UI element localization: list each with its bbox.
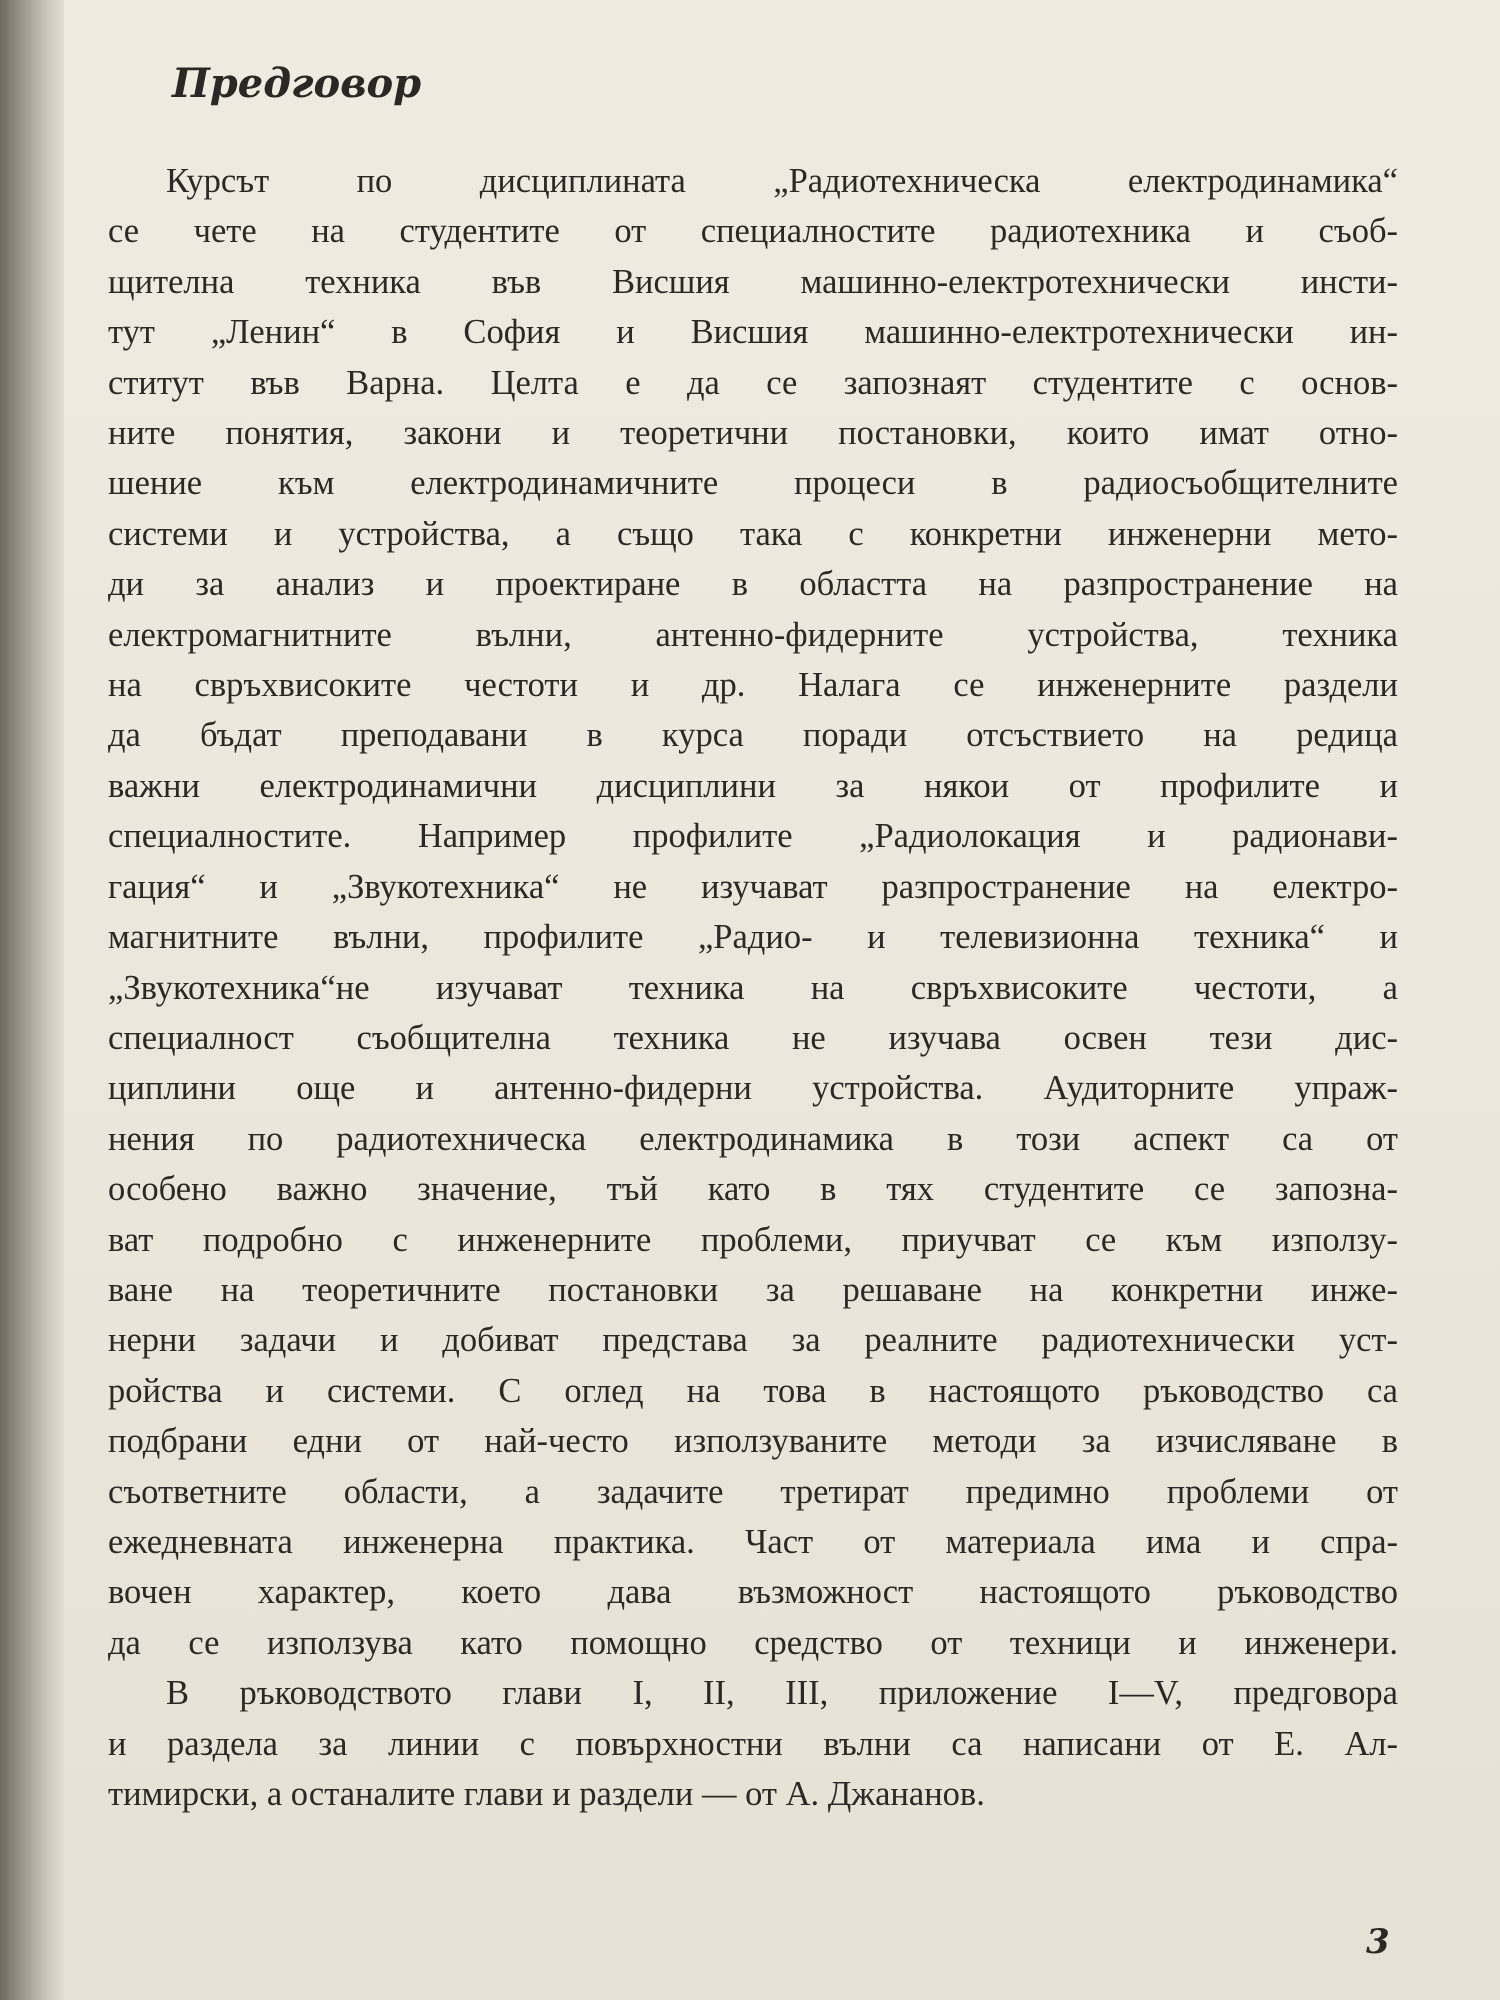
text-line: подбрани едни от най-често използуваните методи за изчисляване в (108, 1422, 1398, 1461)
text-line: нерни задачи и добиват представа за реалните радиотехнически уст- (108, 1321, 1398, 1360)
text-line: съответните области, а задачите третират предимно проблеми от (108, 1472, 1398, 1511)
text-line: ните понятия, закони и теоретични постановки, които имат отно- (108, 414, 1398, 453)
text-line: особено важно значение, тъй като в тях студентите се запозна- (108, 1170, 1398, 1209)
text-line: Курсът по дисциплината „Радиотехническа електродинамика“ (166, 162, 1398, 200)
text-line: специалностите. Например профилите „Радиолокация и радионави- (108, 817, 1398, 856)
paragraph-1 (108, 156, 1398, 1668)
text-line: системи и устройства, а също така с конкретни инженерни мето- (108, 514, 1398, 553)
text-line: електромагнитните вълни, антенно-фидерните устройства, техника (108, 615, 1398, 654)
text-line: ройства и системи. С оглед на това в настоящото ръководство са (108, 1371, 1398, 1410)
text-line: специалност съобщителна техника не изучава освен тези дис- (108, 1018, 1398, 1057)
text-line: на свръхвисоките честоти и др. Налага се инженерните раздели (108, 666, 1398, 705)
text-line: ститут във Варна. Целта е да се запознаят студентите с основ- (108, 363, 1398, 402)
text-line: вочен характер, което дава възможност настоящото ръководство (108, 1573, 1398, 1612)
text-line: шение към електродинамичните процеси в радиосъобщителните (108, 464, 1398, 503)
page-number: 3 (1366, 1922, 1390, 1962)
text-line: тут „Ленин“ в София и Висшия машинно-електротехнически ин- (108, 313, 1398, 352)
paragraph-2 (108, 1668, 1398, 1819)
text-line: се чете на студентите от специалностите радиотехника и съоб- (108, 212, 1398, 251)
text-line: тимирски, а останалите глави и раздели — от А. Джананов. (108, 1775, 985, 1813)
page-heading: Предговор (172, 60, 422, 107)
text-line: и раздела за линии с повърхностни вълни са написани от Е. Ал- (108, 1724, 1398, 1763)
text-line: магнитните вълни, профилите „Радио- и телевизионна техника“ и (108, 918, 1398, 957)
text-line: да бъдат преподавани в курса поради отсъствието на редица (108, 716, 1398, 755)
text-line: нения по радиотехническа електродинамика в този аспект са от (108, 1119, 1398, 1158)
book-gutter-shadow (0, 0, 64, 2000)
text-line: щителна техника във Висшия машинно-електротехнически инсти- (108, 262, 1398, 301)
text-line: гация“ и „Звукотехника“ не изучават разпространение на електро- (108, 867, 1398, 906)
text-line: да се използува като помощно средство от техници и инженери. (108, 1623, 1398, 1662)
text-line: важни електродинамични дисциплини за някои от профилите и (108, 766, 1398, 805)
text-line: циплини още и антенно-фидерни устройства. Аудиторните упраж- (108, 1069, 1398, 1108)
text-line: ежедневната инженерна практика. Част от материала има и спра- (108, 1522, 1398, 1561)
text-line: „Звукотехника“не изучават техника на свръхвисоките честоти, а (108, 968, 1398, 1007)
text-line: ди за анализ и проектиране в областта на разпространение на (108, 565, 1398, 604)
text-line: ване на теоретичните постановки за решаване на конкретни инже- (108, 1270, 1398, 1309)
text-line: В ръководството глави I, II, III, приложение I—V, предговора (166, 1674, 1398, 1713)
text-line: ват подробно с инженерните проблеми, приучват се към използу- (108, 1220, 1398, 1259)
body-text (108, 156, 1398, 1819)
